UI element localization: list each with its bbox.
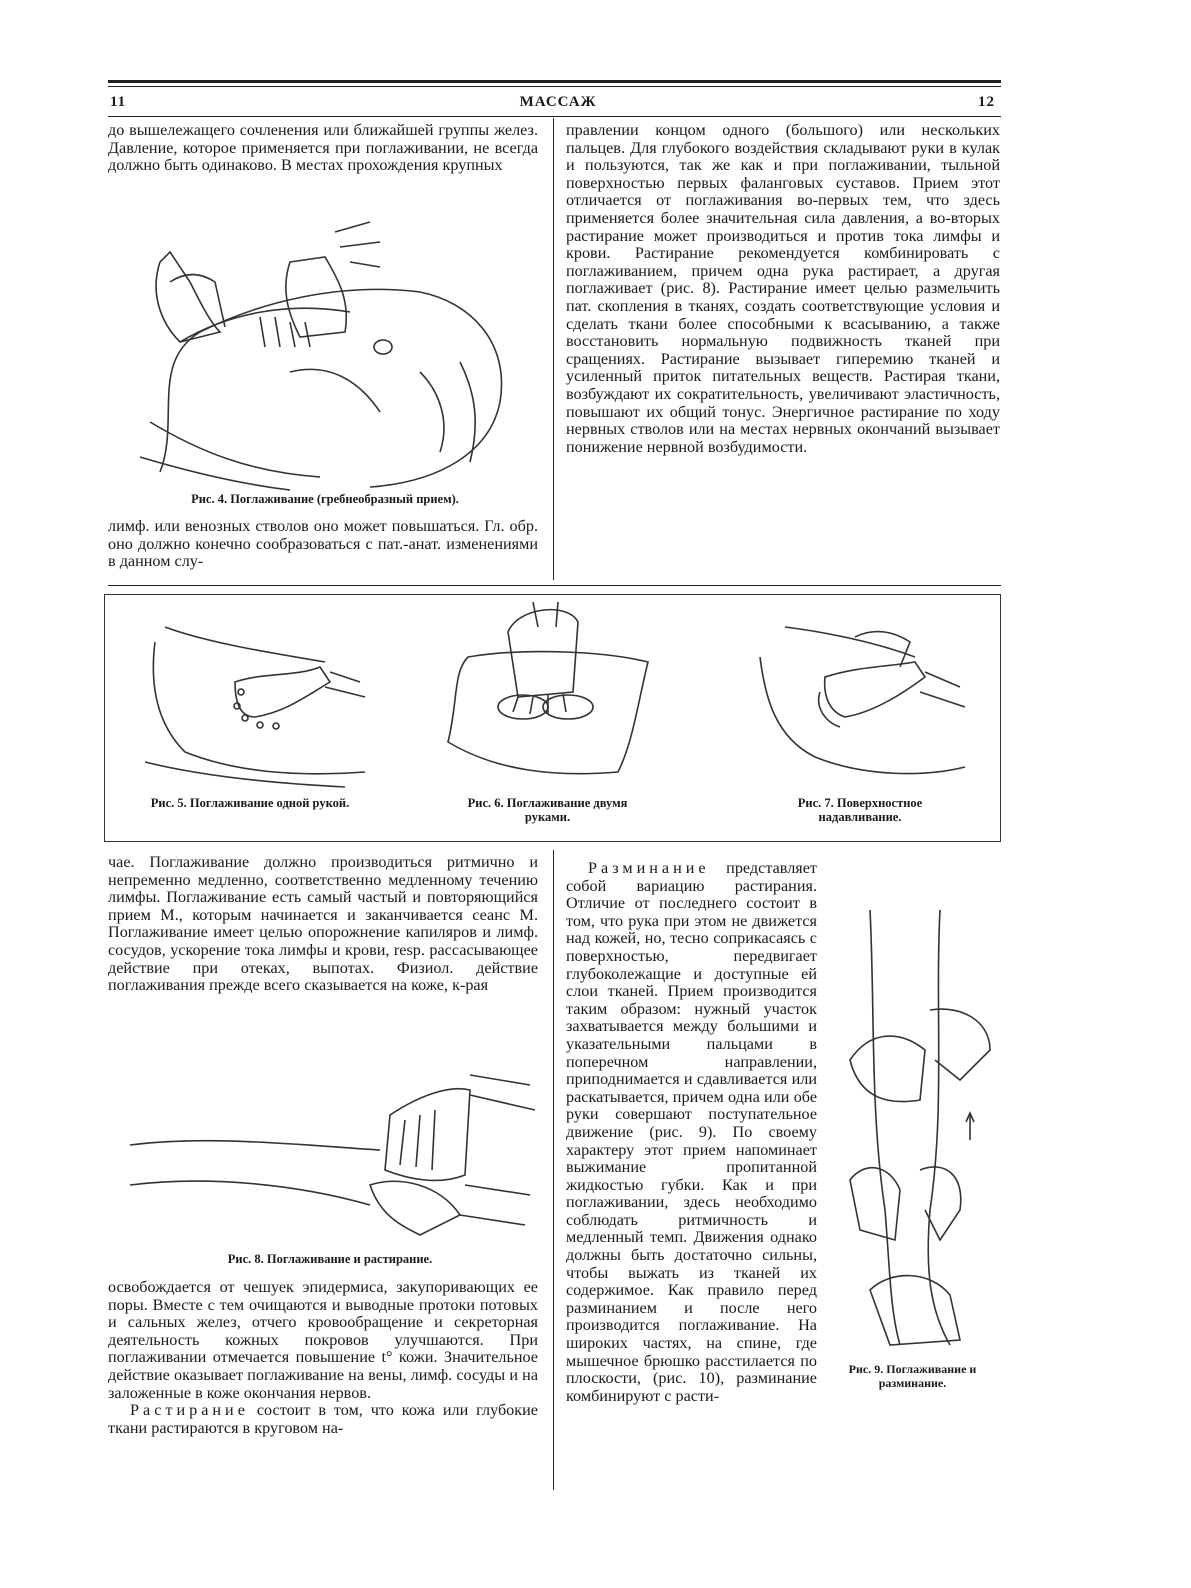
page-number-left: 11 <box>110 94 127 110</box>
column-divider-bottom <box>553 850 554 1490</box>
section-rule <box>108 585 1001 586</box>
top-right-paragraph-1: правлении концом одного (большого) или нескольких пальцев. Для глубокого воздействия складывают руки в кулак и пользуются, так же как и при поглаживании, тыльной поверхностью первых фаланговых суставов. Прием этот отличается от поглаживания во-первых тем, что здесь применяется более значительная сила давления, а во-вторых растирание может производиться и против тока лимфы и крови. Растирание рекомендуется комбинировать с поглаживанием, причем одна рука растирает, а другая поглаживает (рис. 8). Растирание имеет целью размельчить пат. скопления в тканях, создать соответствующие условия и сделать ткани более способными к всасыванию, а также восстановить нормальную подвижность тканей при сращениях. Растирание вызывает гиперемию тканей и усиленный приток питательных веществ. Растирая ткани, возбуждают их сократительность, увеличивают эластичность, повышают их общий тонус. Энергичное растирание по ходу нервных стволов или на местах нервных окончаний вызывает понижение нервной возбудимости. <box>566 121 1000 456</box>
figure-8-illustration <box>120 1075 540 1245</box>
figure-5-illustration <box>145 622 375 787</box>
figure-7-illustration <box>755 617 970 782</box>
header-rule-bottom <box>108 116 1001 117</box>
bottom-left-paragraph-1: чае. Поглаживание должно производиться ритмично и непременно медленно, соответственно медленному течению лимфы. Поглаживание есть самый частый и повторяющийся прием М., которым начинается и заканчивается сеанс М. Поглаживание имеет целью опорожнение капиляров и лимф. сосудов, ускорение тока лимфы и крови, resp. рассасывающее действие при отеках, выпотах. Физиол. действие поглаживания прежде всего сказывается на коже, к-рая <box>108 853 538 995</box>
top-left-paragraph-2: лимф. или венозных стволов оно может повышаться. Гл. обр. оно должно конечно сообразоваться с пат.-анат. изменениями в данном слу- <box>108 517 538 571</box>
column-divider-top <box>553 118 554 580</box>
top-right-text <box>566 122 1000 456</box>
bottom-left-paragraph-3 <box>108 1402 538 1437</box>
figure-6-caption: Рис. 6. Поглаживание двумя руками. <box>467 796 628 824</box>
figure-9-float <box>825 840 1000 1408</box>
figure-4-illustration <box>140 222 520 492</box>
bottom-right-text <box>566 860 1000 1412</box>
bottom-left-paragraph-2: освобождается от чешуек эпидермиса, закупоривающих ее поры. Вместе с тем очищаются и выводные протоки потовых и сальных желез, отчего кровообращение и секреторная деятельность кожных покровов улучшаются. При поглаживании отмечается повышение t° кожи. Значительное действие оказывает поглаживание на вены, лимф. сосуды и на заложенные в коже окончания нервов. <box>108 1278 538 1402</box>
figure-9-illustration <box>830 910 995 1350</box>
figure-7-caption: Рис. 7. Поверхностное надавливание. <box>797 796 923 824</box>
top-left-paragraph-1: до вышележащего сочленения или ближайшей группы желез. Давление, которое применяется при поглаживании, не всегда должно быть одинаково. В местах прохождения крупных <box>108 121 538 175</box>
figure-4-caption: Рис. 4. Поглаживание (гребнеобразный прием). <box>191 492 459 506</box>
top-left-text-1 <box>108 122 538 175</box>
header-rule-top <box>108 80 1001 83</box>
top-left-text-2 <box>108 518 538 571</box>
page-number-right: 12 <box>978 94 995 110</box>
figure-6-illustration <box>438 602 668 782</box>
bottom-left-paragraph-3-text: состоит в том, что кожа или глубокие ткани растираются в круговом на- <box>108 1401 538 1437</box>
term-razminanie: Разминание <box>588 859 710 877</box>
term-rastiranie: Растирание <box>130 1401 249 1420</box>
running-title: МАССАЖ <box>519 94 597 110</box>
figure-8-caption: Рис. 8. Поглаживание и растирание. <box>227 1252 433 1266</box>
bottom-left-text-2 <box>108 1279 538 1437</box>
bottom-left-text-1 <box>108 854 538 995</box>
figure-9-caption: Рис. 9. Поглаживание и разминание. <box>848 1362 977 1390</box>
figure-5-caption: Рис. 5. Поглаживание одной рукой. <box>150 796 350 810</box>
header-rule-thin <box>108 86 1001 87</box>
bottom-right-paragraph-1-text: представляет собой вариацию растирания. Отличие от последнего состоит в том, что рука при этом не движется над кожей, но, тесно соприкасаясь с поверхностью, передвигает глубоколежащие и доступные ей слои тканей. Прием производится таким образом: нужный участок захватывается между большими и указательными пальцами в поперечном направлении, приподнимается и сдавливается или раскатывается, причем одна или обе руки совершают поступательное движение (рис. 9). По своему характеру этот прием напоминает выжимание пропитанной жидкостью губки. Как и при поглаживании, здесь необходимо соблюдать ритмичность и медленный темп. Движения однако должны быть достаточно сильны, чтобы выжать из тканей их содержимое. Как правило перед разминанием и после него производится поглаживание. На широких частях, на спине, где мышечное брюшко расстилается по плоскости, (рис. 10), разминание комбинируют с расти- <box>566 859 817 1405</box>
